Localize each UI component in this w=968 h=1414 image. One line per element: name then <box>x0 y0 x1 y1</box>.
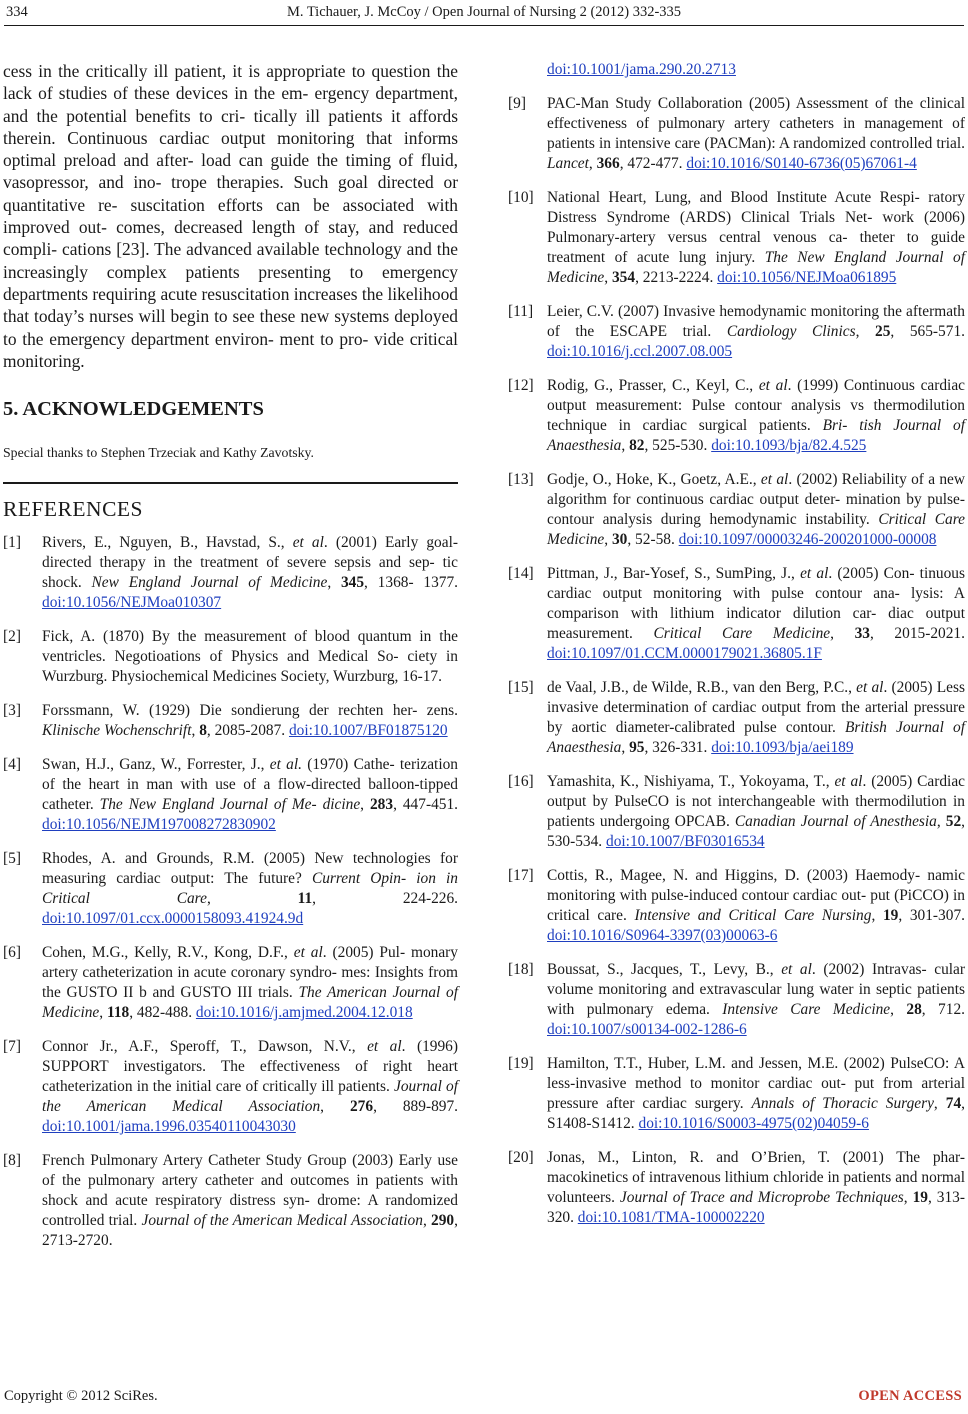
reference-separator: , <box>933 1095 946 1112</box>
reference-pages: , 472-477. <box>619 155 687 172</box>
reference-journal: Journal of the American Medical Association <box>42 1078 458 1116</box>
reference-separator: , <box>604 531 612 548</box>
reference-number: [9] <box>508 95 526 112</box>
reference-separator: , <box>855 323 876 340</box>
reference-pages: , 889-897. <box>373 1098 458 1116</box>
reference-journal: New England Journal of Medicine <box>91 574 328 592</box>
reference-item <box>508 188 965 288</box>
reference-journal: Cardiology Clinics <box>726 323 856 340</box>
reference-doi-link[interactable]: doi:10.1016/j.ccl.2007.08.005 <box>547 343 733 360</box>
reference-journal: The American Journal of Medicine <box>42 984 458 1022</box>
reference-number: [11] <box>508 303 534 320</box>
reference-separator: , <box>191 722 200 740</box>
reference-item <box>3 701 458 741</box>
acknowledgements-heading: 5. ACKNOWLEDGEMENTS <box>3 398 264 421</box>
reference-title: . (1996) SUPPORT investigators. The effectiveness of right heart catheterization in the initial care of critically ill patients. <box>42 1038 458 1096</box>
reference-item <box>3 627 458 687</box>
reference-title: . (2005) Pul- monary artery catheterization in acute coronary syndro- mes: Insights from the GUSTO II b and GUSTO III trials. <box>42 944 458 1002</box>
reference-volume: 52 <box>945 813 962 830</box>
reference-pages: , 447-451. <box>393 796 459 814</box>
reference-number: [10] <box>508 189 534 206</box>
reference-doi-link[interactable]: doi:10.1097/00003246-200201000-00008 <box>678 531 937 548</box>
reference-authors: Hamilton, T.T., Huber, L.M. and Jessen, M.E. (2002) PulseCO: A less-invasive method to monitor cardiac out- put from arterial pressure after cardiac surgery. <box>547 1055 965 1112</box>
reference-authors: Forssmann, W. (1929) Die sondierung der rechten her- zens. <box>42 702 458 720</box>
reference-separator: , <box>604 269 612 286</box>
reference-pages: , 530-534. <box>547 813 965 850</box>
reference-item <box>3 1037 458 1137</box>
reference-volume: 19 <box>882 907 899 924</box>
right-column <box>508 60 965 1242</box>
reference-separator: , <box>588 155 597 172</box>
reference-authors: Rodig, G., Prasser, C., Keyl, C., <box>547 377 759 394</box>
reference-doi-link[interactable]: doi:10.1016/S0003-4975(02)04059-6 <box>638 1115 869 1132</box>
reference-pages: , 313-320. <box>547 1189 965 1226</box>
reference-separator: , <box>903 1189 913 1206</box>
reference-number: [1] <box>3 534 21 552</box>
reference-title: . (2005) Less invasive determination of cardiac output from the arterial pressure by aortic diameter-calibrated pulse contour. <box>547 679 965 736</box>
reference-pages: , 2713-2720. <box>42 1212 458 1250</box>
reference-authors: Boussat, S., Jacques, T., Levy, B., <box>547 961 782 978</box>
reference-number: [2] <box>3 628 21 646</box>
reference-volume: 276 <box>349 1098 374 1116</box>
reference-authors: PAC-Man Study Collaboration (2005) Assessment of the clinical effectiveness of pulmonary artery catheters in management of patients in intensive care (PACMan): A randomized controlled trial. <box>547 95 965 152</box>
reference-journal: British Journal of Anaesthesia <box>547 719 965 756</box>
reference-authors: Godje, O., Hoke, K., Goetz, A.E., <box>547 471 761 488</box>
reference-volume: 19 <box>912 1189 928 1206</box>
reference-separator: , <box>99 1004 107 1022</box>
reference-title: (1970) Cathe- terization of the heart in man with use of a flow-directed balloon-tipped catheter. <box>42 756 458 814</box>
reference-item <box>508 94 965 174</box>
reference-item <box>3 1151 458 1251</box>
reference-separator: , <box>830 625 855 642</box>
reference-separator: , <box>360 796 370 814</box>
reference-number: [13] <box>508 471 534 488</box>
reference-doi-link[interactable]: doi:10.1001/jama.1996.03540110043030 <box>42 1118 296 1136</box>
copyright: Copyright © 2012 SciRes. <box>4 1388 158 1404</box>
reference-pages: , 52-58. <box>627 531 679 548</box>
reference-title: . (1999) Continuous cardiac output measurement: Pulse contour analysis vs thermodilution technique in cardiac surgical patients. <box>547 377 965 434</box>
reference-separator: , <box>320 1098 350 1116</box>
reference-et-al: et al <box>834 773 863 790</box>
reference-authors: Jonas, M., Linton, R. and O’Brien, T. (2001) The phar- macokinetics of intravenous lithium chloride in patients and normal volunteers. <box>547 1149 965 1206</box>
reference-doi-link[interactable]: doi:10.1016/j.amjmed.2004.12.018 <box>195 1004 413 1022</box>
reference-journal: The New England Journal of Medicine <box>547 249 966 286</box>
reference-journal: The New England Journal of Me- dicine <box>99 796 361 814</box>
reference-doi-link[interactable]: doi:10.1097/01.CCM.0000179021.36805.1F <box>547 645 822 662</box>
reference-et-al: et al <box>293 944 323 962</box>
reference-separator: , <box>206 890 298 908</box>
reference-separator: , <box>422 1212 432 1230</box>
reference-separator: , <box>890 1001 907 1018</box>
reference-number: [4] <box>3 756 21 774</box>
page-header <box>0 0 968 28</box>
reference-item <box>508 470 965 550</box>
body-paragraph: cess in the critically ill patient, it is appropriate to question the lack of studies of these devices in the em- ergency department, and the potential benefits to cri- tically ill patients it affords therein. Continuous cardiac output monitoring that informs optimal preload and after- load can guide the timing of fluid, vasopressor, and ino- trope therapies. Such goal directed or quantitative re- suscitation efforts can be associated with improved out- comes, decreased length of stay, and reduced compli- cations [23]. The advanced available technology and the increasingly complex patients presenting to emergency departments requiring acute resuscitation increases the likelihood that today’s nurses will begin to see these new systems deployed to the emergency department environ- ment to pro- vide critical monitoring. <box>3 61 458 371</box>
reference-number: [14] <box>508 565 534 582</box>
reference-item <box>508 564 965 664</box>
reference-volume: 30 <box>611 531 628 548</box>
reference-doi-link[interactable]: doi:10.1056/NEJM197008272830902 <box>42 816 276 834</box>
reference-item <box>508 960 965 1040</box>
reference-number: [3] <box>3 702 21 720</box>
reference-pages: , 2015-2021. <box>869 625 965 642</box>
left-column <box>3 60 458 1265</box>
reference-pages: , 482-488. <box>129 1004 196 1022</box>
acknowledgements-text: Special thanks to Stephen Trzeciak and Kathy Zavotsky. <box>3 445 315 461</box>
reference-doi-link[interactable]: doi:10.1007/BF01875120 <box>288 722 448 740</box>
reference-authors: Connor Jr., A.F., Speroff, T., Dawson, N.V., <box>42 1038 368 1056</box>
reference-separator: , <box>936 813 946 830</box>
reference-journal: Journal of Trace and Microprobe Techniques <box>619 1189 904 1206</box>
reference-number: [7] <box>3 1038 21 1056</box>
reference-authors: Yamashita, K., Nishiyama, T., Yokoyama, T., <box>547 773 835 790</box>
references-heading: REFERENCES <box>3 497 143 522</box>
reference-authors: Rivers, E., Nguyen, B., Havstad, S., <box>42 534 293 552</box>
reference-separator: , <box>621 437 630 454</box>
reference-authors: Fick, A. (1870) By the measurement of blood quantum in the ventricles. Negotioations of Physics and Medical So- ciety in Wurzburg. Physiochemical Medicines Society, Wurzburg, 16-17. <box>42 628 458 686</box>
running-title: M. Tichauer, J. McCoy / Open Journal of Nursing 2 (2012) 332-335 <box>286 4 682 20</box>
reference-number: [18] <box>508 961 534 978</box>
reference-pages: , 326-331. <box>644 739 712 756</box>
reference-title: . (2002) Reliability of a new algorithm for continuous cardiac output deter- mination by pulse-contour analysis during hemodynamic instability. <box>547 471 965 528</box>
reference-journal: Critical Care Medicine <box>653 625 831 642</box>
reference-pages: , 2085-2087. <box>206 722 289 740</box>
reference-number: [12] <box>508 377 534 394</box>
reference-item <box>508 866 965 946</box>
reference-journal: Current Opin- ion in Critical Care <box>42 870 458 908</box>
reference-journal: Journal of the American Medical Association <box>141 1212 423 1230</box>
reference-journal: Intensive and Critical Care Nursing <box>634 907 872 924</box>
reference-volume: 118 <box>106 1004 130 1022</box>
reference-authors: National Heart, Lung, and Blood Institute Acute Respi- ratory Distress Syndrome (ARDS) Clinical Trials Net- work (2006) Pulmonary-artery versus central venous ca- theter to guide treatment of acute lung injury. <box>547 189 965 266</box>
reference-journal: Canadian Journal of Anesthesia <box>734 813 937 830</box>
reference-doi-link[interactable]: doi:10.1016/S0140-6736(05)67061-4 <box>686 155 917 172</box>
reference-authors: Cottis, R., Magee, N. and Higgins, D. (2003) Haemody- namic monitoring with pulse-induced contour cardiac out- put (PiCCO) in critical care. <box>547 867 965 924</box>
reference-journal: Intensive Care Medicine <box>722 1001 891 1018</box>
reference-number: [15] <box>508 679 534 696</box>
reference-pages: , 2213-2224. <box>635 269 718 286</box>
reference-volume: 345 <box>340 574 365 592</box>
reference-journal: Critical Care Medicine <box>547 511 965 548</box>
reference-doi-link[interactable]: doi:10.1093/bja/aei189 <box>711 739 854 756</box>
reference-number: [17] <box>508 867 534 884</box>
reference-journal: Bri- tish Journal of Anaesthesia <box>547 417 965 454</box>
reference-item <box>508 376 965 456</box>
reference-journal: Annals of Thoracic Surgery <box>751 1095 934 1112</box>
reference-volume: 354 <box>611 269 636 286</box>
reference-pages: , 712. <box>921 1001 965 1018</box>
reference-item <box>3 755 458 835</box>
reference-doi-link[interactable]: doi:10.1097/01.ccx.0000158093.41924.9d <box>42 910 304 928</box>
reference-doi-link[interactable]: doi:10.1081/TMA-100002220 <box>577 1209 765 1226</box>
reference-volume: 74 <box>945 1095 962 1112</box>
reference-separator: , <box>621 739 630 756</box>
reference-title: . (2001) Early goal-directed therapy in the treatment of severe sepsis and sep- tic shock. <box>42 534 458 592</box>
reference-number: [20] <box>508 1149 534 1166</box>
reference-separator: , <box>327 574 341 592</box>
reference-journal: Klinische Wochenschrift <box>42 722 192 740</box>
reference-volume: 25 <box>875 323 891 340</box>
reference-authors: de Vaal, J.B., de Wilde, R.B., van den Berg, P.C., <box>547 679 857 696</box>
reference-authors: Leier, C.V. (2007) Invasive hemodynamic monitoring the aftermath of the ESCAPE trial. <box>547 303 965 340</box>
reference-item-continuation <box>508 60 965 80</box>
open-access-label: OPEN ACCESS <box>858 1388 962 1404</box>
reference-volume: 95 <box>629 739 645 756</box>
reference-et-al: et al <box>758 377 788 394</box>
reference-volume: 8 <box>199 722 207 740</box>
reference-volume: 366 <box>596 155 620 172</box>
reference-pages: , 565-571. <box>890 323 965 340</box>
reference-list-right <box>508 60 965 1228</box>
reference-et-al: et al <box>760 471 789 488</box>
page-footer <box>0 1386 968 1410</box>
reference-et-al: et al <box>781 961 812 978</box>
reference-number: [8] <box>3 1152 21 1170</box>
reference-number: [5] <box>3 850 21 868</box>
reference-authors: Rhodes, A. and Grounds, R.M. (2005) New technologies for measuring cardiac output: The future? <box>42 850 458 888</box>
reference-pages: , 224-226. <box>312 890 458 908</box>
reference-et-al: et al <box>367 1038 402 1056</box>
reference-authors: Cohen, M.G., Kelly, R.V., Kong, D.F., <box>42 944 294 962</box>
reference-doi-link[interactable]: doi:10.1007/s00134-002-1286-6 <box>547 1021 747 1038</box>
reference-pages: , 301-307. <box>898 907 965 924</box>
reference-doi-link[interactable]: doi:10.1093/bja/82.4.525 <box>711 437 867 454</box>
reference-volume: 290 <box>431 1212 455 1230</box>
reference-volume: 283 <box>369 796 394 814</box>
reference-volume: 82 <box>629 437 645 454</box>
reference-title: . (2005) Cardiac output by PulseCO is not interchangeable with thermodilution in patients undergoing OPCAB. <box>547 773 965 830</box>
reference-doi-link[interactable]: doi:10.1001/jama.290.20.2713 <box>547 61 736 78</box>
reference-item <box>3 849 458 929</box>
reference-item <box>3 533 458 613</box>
reference-item <box>508 678 965 758</box>
reference-authors: Pittman, J., Bar-Yosef, S., SumPing, J., <box>547 565 801 582</box>
reference-journal: Lancet <box>547 155 589 172</box>
reference-separator: , <box>871 907 883 924</box>
reference-et-al: et al. <box>269 756 302 774</box>
reference-authors: Swan, H.J., Ganz, W., Forrester, J., <box>42 756 270 774</box>
reference-pages: , 525-530. <box>644 437 712 454</box>
reference-title: . (2005) Con- tinuous cardiac output monitoring with pulse contour ana- lysis: A comparison with lithium indicator dilution car- diac output measurement. <box>547 565 965 642</box>
page-number: 334 <box>6 4 28 20</box>
header-rule <box>4 25 964 26</box>
reference-doi-link[interactable]: doi:10.1056/NEJMoa010307 <box>42 594 222 612</box>
reference-volume: 11 <box>297 890 313 908</box>
reference-et-al: et al <box>856 679 884 696</box>
reference-item <box>508 1148 965 1228</box>
reference-et-al: et al <box>292 534 324 552</box>
reference-title: . (2002) Intravas- cular volume monitoring and extravascular lung water in septic patients with pulmonary edema. <box>547 961 965 1018</box>
reference-number: [16] <box>508 773 534 790</box>
reference-item <box>3 943 458 1023</box>
reference-pages: , S1408-S1412. <box>547 1095 965 1132</box>
reference-doi-link[interactable]: doi:10.1007/BF03016534 <box>606 833 765 850</box>
reference-number: [19] <box>508 1055 534 1072</box>
reference-volume: 33 <box>854 625 870 642</box>
reference-pages: , 1368- 1377. <box>364 574 458 592</box>
reference-doi-link[interactable]: doi:10.1016/S0964-3397(03)00063-6 <box>547 927 778 944</box>
reference-number: [6] <box>3 944 21 962</box>
reference-et-al: et al <box>800 565 829 582</box>
reference-item <box>508 772 965 852</box>
section-divider <box>3 482 458 484</box>
reference-doi-link[interactable]: doi:10.1056/NEJMoa061895 <box>717 269 897 286</box>
reference-authors: French Pulmonary Artery Catheter Study Group (2003) Early use of the pulmonary artery catheter and outcomes in patients with shock and acute respiratory distress syn- drome: A randomized controlled trial. <box>42 1152 458 1230</box>
reference-item <box>508 302 965 362</box>
reference-volume: 28 <box>906 1001 922 1018</box>
reference-item <box>508 1054 965 1134</box>
reference-list-left <box>3 533 458 1251</box>
